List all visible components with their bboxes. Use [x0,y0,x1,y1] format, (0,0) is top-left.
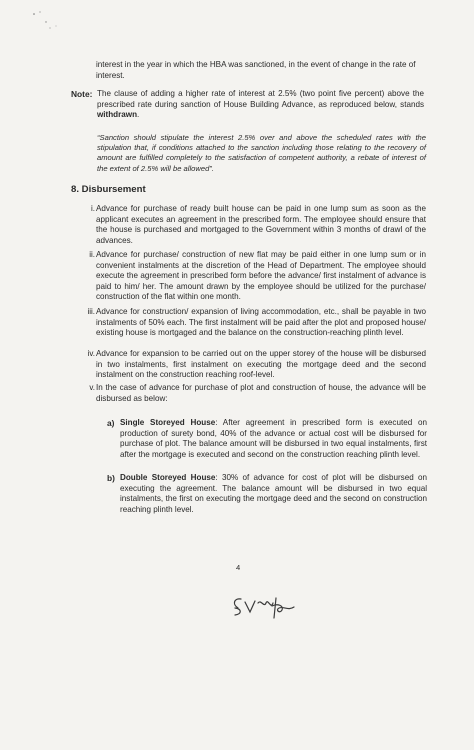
quoted-clause: “Sanction should stipulate the interest 2.5% over and above the scheduled rates with the stipulation that, if conditions attached to the sanction including those relating to the recovery of amount are fulfilled completely to the satisfaction of competent authority, a rebate of interest of the extent of 2.5% will be allowed”. [97,133,426,173]
scan-speck-mark [30,8,70,32]
subitem-body [120,473,427,515]
note-text-after: . [137,110,140,120]
subitem-label: b) [107,473,115,483]
continued-paragraph: interest in the year in which the HBA was sanctioned, in the event of change in the rate of interest. [96,60,416,80]
note-label: Note: [71,89,93,99]
section-heading: 8. Disbursement [71,184,146,195]
list-item-number: i. [91,204,95,213]
subitem-label: a) [107,418,115,428]
list-item-text: Advance for purchase of ready built house can be paid in one lump sum as soon as the applicant executes an agreement in the prescribed form. The employee should ensure that the house is purchased and mortgaged to the Government within 3 months of drawl of the advances. [96,204,426,245]
list-item-number: iii. [87,307,95,316]
subitem-title: Double Storeyed House [120,473,216,482]
note-text-before: The clause of adding a higher rate of interest at 2.5% (two point five percent) above the prescribed rate during sanction of House Building Advance, as reproduced below, stands [97,89,424,109]
subitem-text: : After agreement in prescribed form is executed on production of surety bond, 40% of the advance or actual cost will be disbursed for purchase of plot. The balance amount will be disbursed in two equal instalments, first after the mortgage is executed and second on the construction reaching plinth level. [120,418,427,459]
subitem-body [120,418,427,460]
handwritten-signature [228,588,308,622]
list-item-text: Advance for construction/ expansion of living accommodation, etc., shall be payable in two instalments of 50% each. The first instalment will be paid after the plot and proposed house/ existing house is mortgaged and the balance on the construction-reaching plinth level. [96,307,426,338]
list-item-number: ii. [89,250,95,259]
list-item-text: Advance for expansion to be carried out on the upper storey of the house will be disbursed in two instalments, first instalment on executing the mortgage deed and the second instalment on the construction reaching roof-level. [96,349,426,380]
subitem-title: Single Storeyed House [120,418,216,427]
list-item-number: v. [89,383,95,392]
subitem-text: : 30% of advance for cost of plot will be disbursed on executing the agreement. The balance amount will be disbursed in two equal instalments, the first on executing the mortgage deed and the second on construction reaching plinth level. [120,473,428,514]
list-item-text: In the case of advance for purchase of plot and construction of house, the advance will be disbursed as below: [96,383,426,403]
note-text [97,89,424,121]
note-withdrawn: withdrawn [97,110,138,120]
page-number: 4 [236,563,241,572]
list-item-text: Advance for purchase/ construction of new flat may be paid either in one lump sum or in convenient instalments at the discretion of the Head of Department. The employee should execute the agreement in prescribed form before the advance/ first instalment of advance is paid to him/ her. The amount drawn by the employee should be utilized for the purchase/ construction of the flat within one month. [96,250,426,302]
list-item-number: iv. [87,349,95,358]
